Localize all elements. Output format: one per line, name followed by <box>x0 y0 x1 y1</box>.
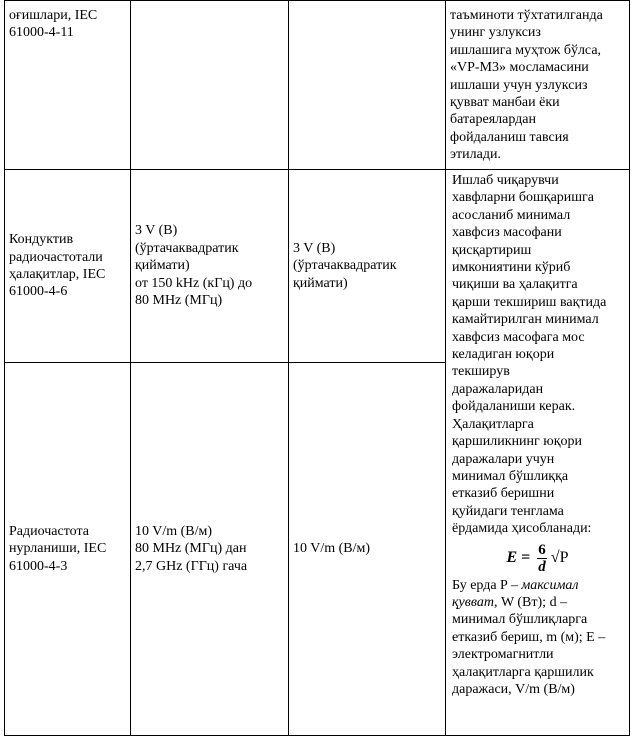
test-level-text: 3 V (В) (ўртачаквадратик қиймати) от 150 kHz (кГц) до 80 MHz (МГц) <box>135 223 253 309</box>
table-row <box>5 1 630 170</box>
guidance-cell <box>446 1 630 170</box>
formula-legend: Бу ерда P – максимал қувват, W (Вт); d – минимал бўшлиқларга етказиб бериш, m (м); E – электромагнитли ҳалақитларга қаршилик даражаси, V/m (В/м) <box>452 577 606 697</box>
guidance-text: Ишлаб чиқарувчи хавфларни бошқаришга асосланиб минимал хавфсиз масофани қисқартириш имкониятини кўриб чиқиши ва ҳалақитга қарши текшириш вақтида камайтирилган минимал хавфсиз масофага мос келадиган юқори текширув даражаларидан фойдаланиши керак. Ҳалақитларга қаршиликнинг юқори даражалари учун минимал бўшлиққа етказиб беришни қуйидаги тенглама ёрдамида ҳисобланади: <box>452 173 607 537</box>
phenomenon-text: Кондуктив радиочастотали ҳалақитлар, IEC 61000-4-6 <box>9 232 106 300</box>
test-level-cell <box>131 170 289 363</box>
test-level-cell <box>131 1 289 170</box>
phenomenon-cell <box>5 363 131 736</box>
compliance-level-cell <box>289 170 446 363</box>
compliance-level-text: 3 V (В) (ўртачаквадратик қиймати) <box>293 240 397 291</box>
compliance-level-cell <box>289 1 446 170</box>
table-row <box>5 170 630 363</box>
emc-immunity-table <box>4 0 630 736</box>
compliance-level-cell <box>289 363 446 736</box>
test-level-text: 10 V/m (В/м) 80 MHz (МГц) дан 2,7 GHz (ГГц) гача <box>135 523 248 574</box>
guidance-text: таъминоти тўхтатилганда унинг узлуксиз ишлашига муҳтож бўлса, «VP-M3» мосламасини ишлаши учун узлуксиз қувват манбаи ёки батареялардан фойдаланиш тавсия этилади. <box>450 8 603 163</box>
phenomenon-text: оғишлари, IEC 61000-4-11 <box>9 8 98 41</box>
guidance-cell <box>446 170 630 736</box>
phenomenon-cell <box>5 170 131 363</box>
compliance-level-text: 10 V/m (В/м) <box>293 541 371 557</box>
phenomenon-text: Радиочастота нурланиши, IEC 61000-4-3 <box>9 523 107 574</box>
phenomenon-cell <box>5 1 131 170</box>
test-level-cell <box>131 363 289 736</box>
field-strength-formula: E = $\frac{6}{d}$ √P <box>506 541 569 575</box>
